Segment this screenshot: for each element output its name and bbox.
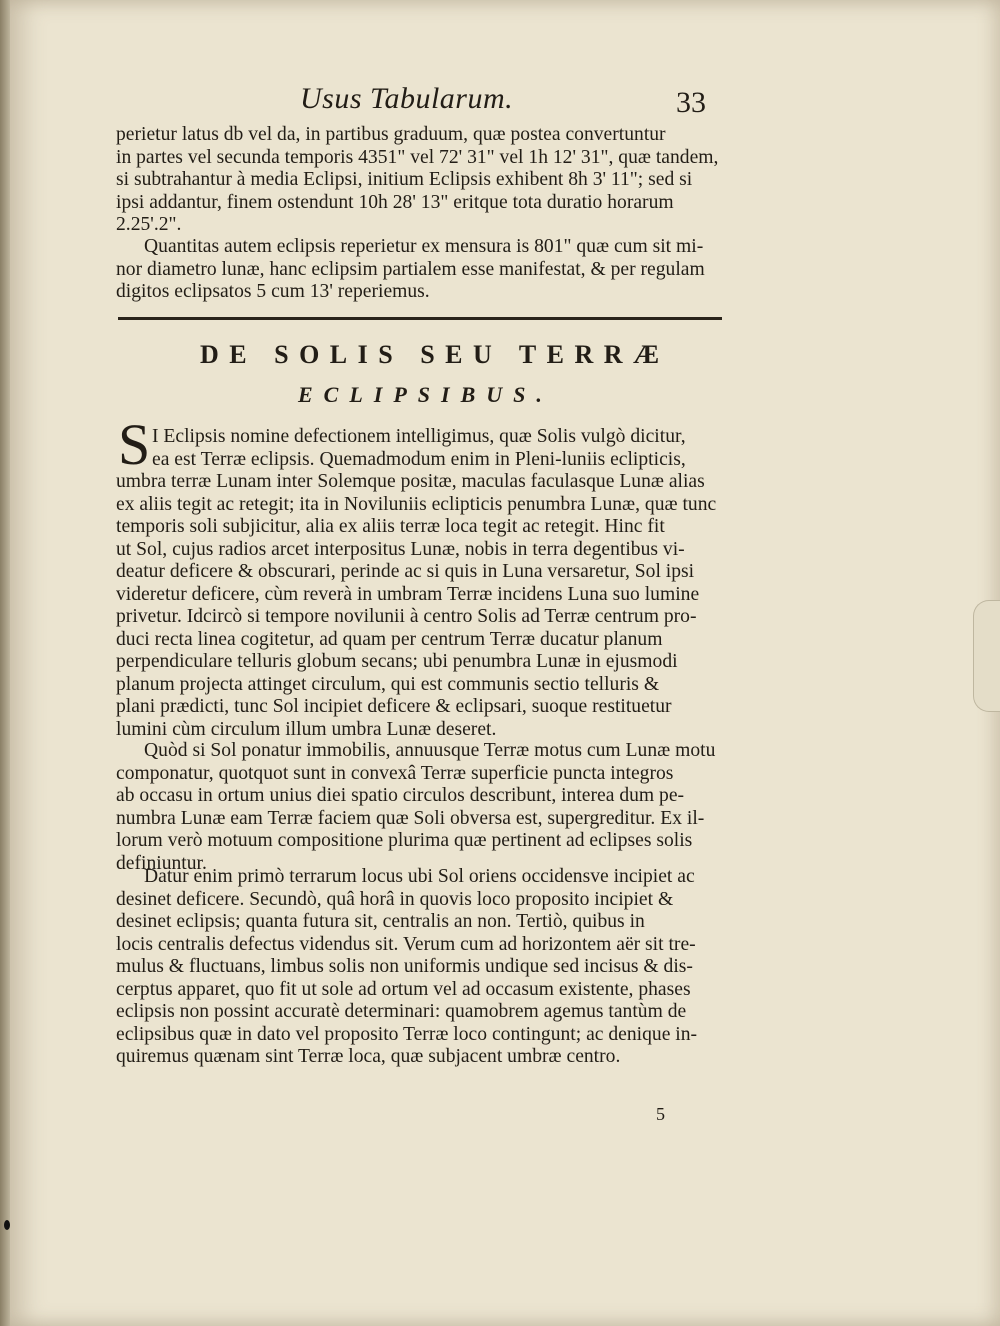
- text-line: desinet deficere. Secundò, quâ horâ in quovis loco proposito incipiet &: [116, 888, 674, 910]
- text-line: temporis soli subjicitur, alia ex aliis terræ loca tegit ac retegit. Hinc fit: [116, 516, 665, 537]
- body-paragraph-3: [116, 866, 724, 1069]
- text-line: perietur latus db vel da, in partibus graduum, quæ postea convertuntur: [116, 124, 666, 145]
- text-line: componatur, quotquot sunt in convexâ Terræ superficie puncta integros: [116, 762, 674, 784]
- text-line: eclipsibus quæ in dato vel proposito Terræ loco contingunt; ac denique in-: [116, 1023, 698, 1045]
- text-line: lumini cùm circulum illum umbra Lunæ deseret.: [116, 718, 497, 740]
- text-line: numbra Lunæ eam Terræ faciem quæ Soli obversa est, supergreditur. Ex il-: [116, 807, 705, 829]
- page-tab: [973, 600, 1000, 712]
- signature-mark: 5: [656, 1104, 665, 1124]
- section-title: DE SOLIS SEU TERRÆ: [200, 340, 670, 369]
- text-line: Datur enim primò terrarum locus ubi Sol oriens occidensve incipiet ac: [144, 866, 695, 887]
- quantity-paragraph: [116, 236, 724, 304]
- text-line: perpendiculare telluris globum secans; ubi penumbra Lunæ in ejusmodi: [116, 651, 678, 672]
- running-header-title: Usus Tabularum.: [300, 82, 514, 115]
- text-line: duci recta linea cogitetur, ad quam per centrum Terræ ducatur planum: [116, 628, 663, 650]
- body-paragraph-2: [116, 740, 724, 875]
- text-line: quiremus quænam sint Terræ loca, quæ subjacent umbræ centro.: [116, 1046, 621, 1067]
- text-line: ea est Terræ eclipsis. Quemadmodum enim in Pleni-luniis eclipticis,: [152, 448, 686, 470]
- text-line: Quòd si Sol ponatur immobilis, annuusque Terræ motus cum Lunæ motu: [144, 740, 716, 761]
- drop-cap: S: [118, 412, 151, 477]
- text-line: mulus & fluctuans, limbus solis non uniformis undique sed incisus & dis-: [116, 956, 693, 977]
- text-line: deatur deficere & obscurari, perinde ac si quis in Luna versaretur, Sol ipsi: [116, 561, 695, 582]
- text-line: I Eclipsis nomine defectionem intelligimus, quæ Solis vulgò dicitur,: [152, 426, 686, 447]
- text-line: videretur deficere, cùm reverà in umbram Terræ incidens Luna suo lumine: [116, 583, 700, 605]
- text-line: ex aliis tegit ac retegit; ita in Noviluniis eclipticis penumbra Lunæ, quæ tunc: [116, 493, 717, 515]
- text-line: in partes vel secunda temporis 4351" vel 72' 31" vel 1h 12' 31", quæ tandem,: [116, 146, 719, 168]
- top-paragraph: [116, 124, 724, 237]
- text-line: ut Sol, cujus radios arcet interpositus Lunæ, nobis in terra degentibus vi-: [116, 538, 685, 560]
- text-line: definiuntur.: [116, 852, 207, 874]
- text-line: nor diametro lunæ, hanc eclipsim partialem esse manifestat, & per regulam: [116, 258, 705, 280]
- body-paragraph-1: [116, 426, 724, 741]
- page-number: 33: [676, 86, 706, 119]
- section-divider: [118, 317, 722, 320]
- text-line: desinet eclipsis; quanta futura sit, centralis an non. Tertiò, quibus in: [116, 911, 645, 932]
- section-subtitle: ECLIPSIBUS.: [298, 382, 553, 407]
- text-line: umbra terræ Lunam inter Solemque positæ, maculas faculasque Lunæ alias: [116, 471, 705, 492]
- text-line: locis centralis defectus videndus sit. Verum cum ad horizontem aër sit tre-: [116, 933, 696, 955]
- text-line: ab occasu in ortum unius diei spatio circulos describunt, interea dum pe-: [116, 785, 685, 806]
- ink-spot: [4, 1220, 10, 1230]
- text-line: eclipsis non possint accuratè determinari: quamobrem agemus tantùm de: [116, 1001, 687, 1022]
- book-gutter: [0, 0, 10, 1326]
- text-line: lorum verò motuum compositione plurima quæ pertinent ad eclipses solis: [116, 830, 693, 851]
- text-line: 2.25'.2".: [116, 214, 182, 235]
- text-line: cerptus apparet, quo fit ut sole ad ortum vel ad occasum existente, phases: [116, 978, 691, 1000]
- text-line: Quantitas autem eclipsis reperietur ex mensura is 801" quæ cum sit mi-: [144, 236, 704, 257]
- text-line: si subtrahantur à media Eclipsi, initium Eclipsis exhibent 8h 3' 11"; sed si: [116, 169, 693, 190]
- text-line: ipsi addantur, finem ostendunt 10h 28' 13" eritque tota duratio horarum: [116, 191, 674, 213]
- text-line: digitos eclipsatos 5 cum 13' reperiemus.: [116, 281, 430, 302]
- text-line: planum projecta attinget circulum, qui est communis sectio telluris &: [116, 673, 660, 695]
- text-line: plani prædicti, tunc Sol incipiet deficere & eclipsari, suoque restituetur: [116, 696, 672, 717]
- text-line: privetur. Idcircò si tempore novilunii à centro Solis ad Terræ centrum pro-: [116, 606, 697, 627]
